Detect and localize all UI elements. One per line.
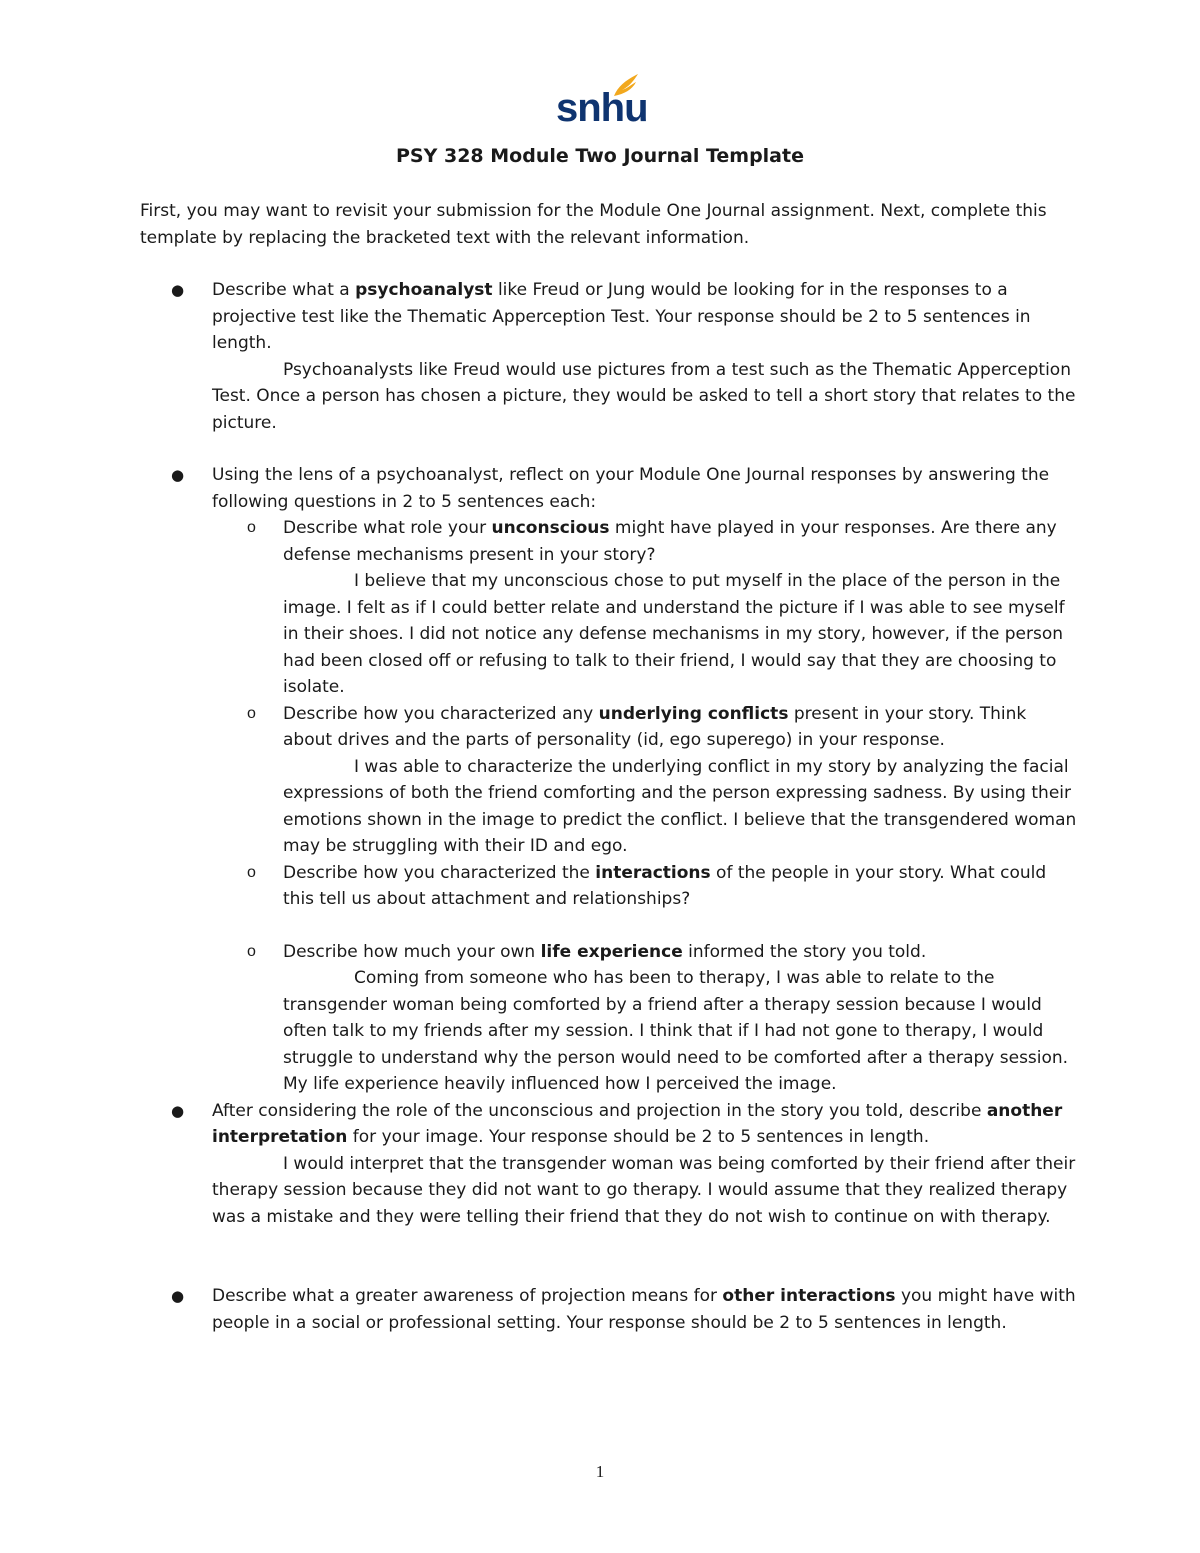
answer-text: Coming from someone who has been to therapy, I was able to relate to the transgender woman being comforted by a friend after a therapy session because I would often talk to my friends after my session. I think that if I had not gone to therapy, I would struggle to understand why the person would need to be comforted after a therapy session. My life experience heavily influenced how I perceived the image. (283, 968, 1069, 1094)
bullet-icon: ● (171, 466, 185, 484)
page-title: PSY 328 Module Two Journal Template (396, 145, 804, 167)
sub-prompt-text: Describe how you characterized the interactions of the people in your story. What could this tell us about attachment and relationships? (283, 862, 1047, 909)
prompt-list (140, 277, 1080, 1336)
answer-text: I believe that my unconscious chose to put myself in the place of the person in the image. I felt as if I could better relate and understand the picture if I was able to see myself in their shoes. I did not notice any defense mechanisms in my story, however, if the person had been closed off or refusing to talk to their friend, I would say that they are choosing to isolate. (283, 571, 1065, 697)
logo-wordmark: snhu (556, 86, 648, 130)
list-item (140, 1098, 1080, 1231)
sub-list-item (212, 701, 1080, 860)
prompt-text: Describe what a psychoanalyst like Freud or Jung would be looking for in the responses to a projective test like the Thematic Apperception Test. Your response should be 2 to 5 sentences in length. (212, 280, 1031, 353)
circle-bullet-icon: o (247, 942, 256, 960)
sub-list-item (212, 515, 1080, 701)
circle-bullet-icon: o (247, 519, 256, 536)
sub-list-item (212, 939, 1080, 1098)
sub-question-list (212, 515, 1080, 1098)
document-body (140, 198, 1080, 1336)
bullet-icon: ● (171, 1101, 185, 1120)
intro-paragraph: First, you may want to revisit your submission for the Module One Journal assignment. Next, complete this template by replacing the bracketed text with the relevant information. (140, 201, 1047, 248)
list-item (140, 1283, 1080, 1336)
answer-text: Psychoanalysts like Freud would use pictures from a test such as the Thematic Apperception Test. Once a person has chosen a picture, they would be asked to tell a short story that relates to the picture. (212, 359, 1076, 433)
list-item (140, 277, 1080, 436)
answer-text: I was able to characterize the underlying conflict in my story by analyzing the facial expressions of both the friend comforting and the person expressing sadness. By using their emotions shown in the image to predict the conflict. I believe that the transgendered woman may be struggling with their ID and ego. (283, 756, 1077, 856)
snhu-logo (556, 72, 648, 134)
prompt-text: Using the lens of a psychoanalyst, reflect on your Module One Journal responses by answering the following questions in 2 to 5 sentences each: (212, 465, 1050, 512)
sub-prompt-text: Describe how much your own life experience informed the story you told. (283, 941, 927, 962)
answer-text: I would interpret that the transgender woman was being comforted by their friend after their therapy session because they did not want to go therapy. I would assume that they realized therapy was a mistake and they were telling their friend that they do not wish to continue on with therapy. (212, 1153, 1076, 1227)
prompt-text: After considering the role of the unconscious and projection in the story you told, describe another interpretation for your image. Your response should be 2 to 5 sentences in length. (212, 1100, 1063, 1147)
sub-prompt-text: Describe what role your unconscious might have played in your responses. Are there any defense mechanisms present in your story? (283, 518, 1057, 565)
page-number: 1 (595, 1462, 605, 1481)
circle-bullet-icon: o (247, 704, 256, 722)
list-item (140, 462, 1080, 1098)
circle-bullet-icon: o (247, 863, 256, 881)
sub-list-item (212, 860, 1080, 913)
bullet-icon: ● (171, 1287, 185, 1305)
prompt-text: Describe what a greater awareness of projection means for other interactions you might have with people in a social or professional setting. Your response should be 2 to 5 sentences in length. (212, 1286, 1076, 1333)
bullet-icon: ● (171, 281, 185, 299)
sub-prompt-text: Describe how you characterized any underlying conflicts present in your story. Think about drives and the parts of personality (id, ego superego) in your response. (283, 703, 1027, 750)
